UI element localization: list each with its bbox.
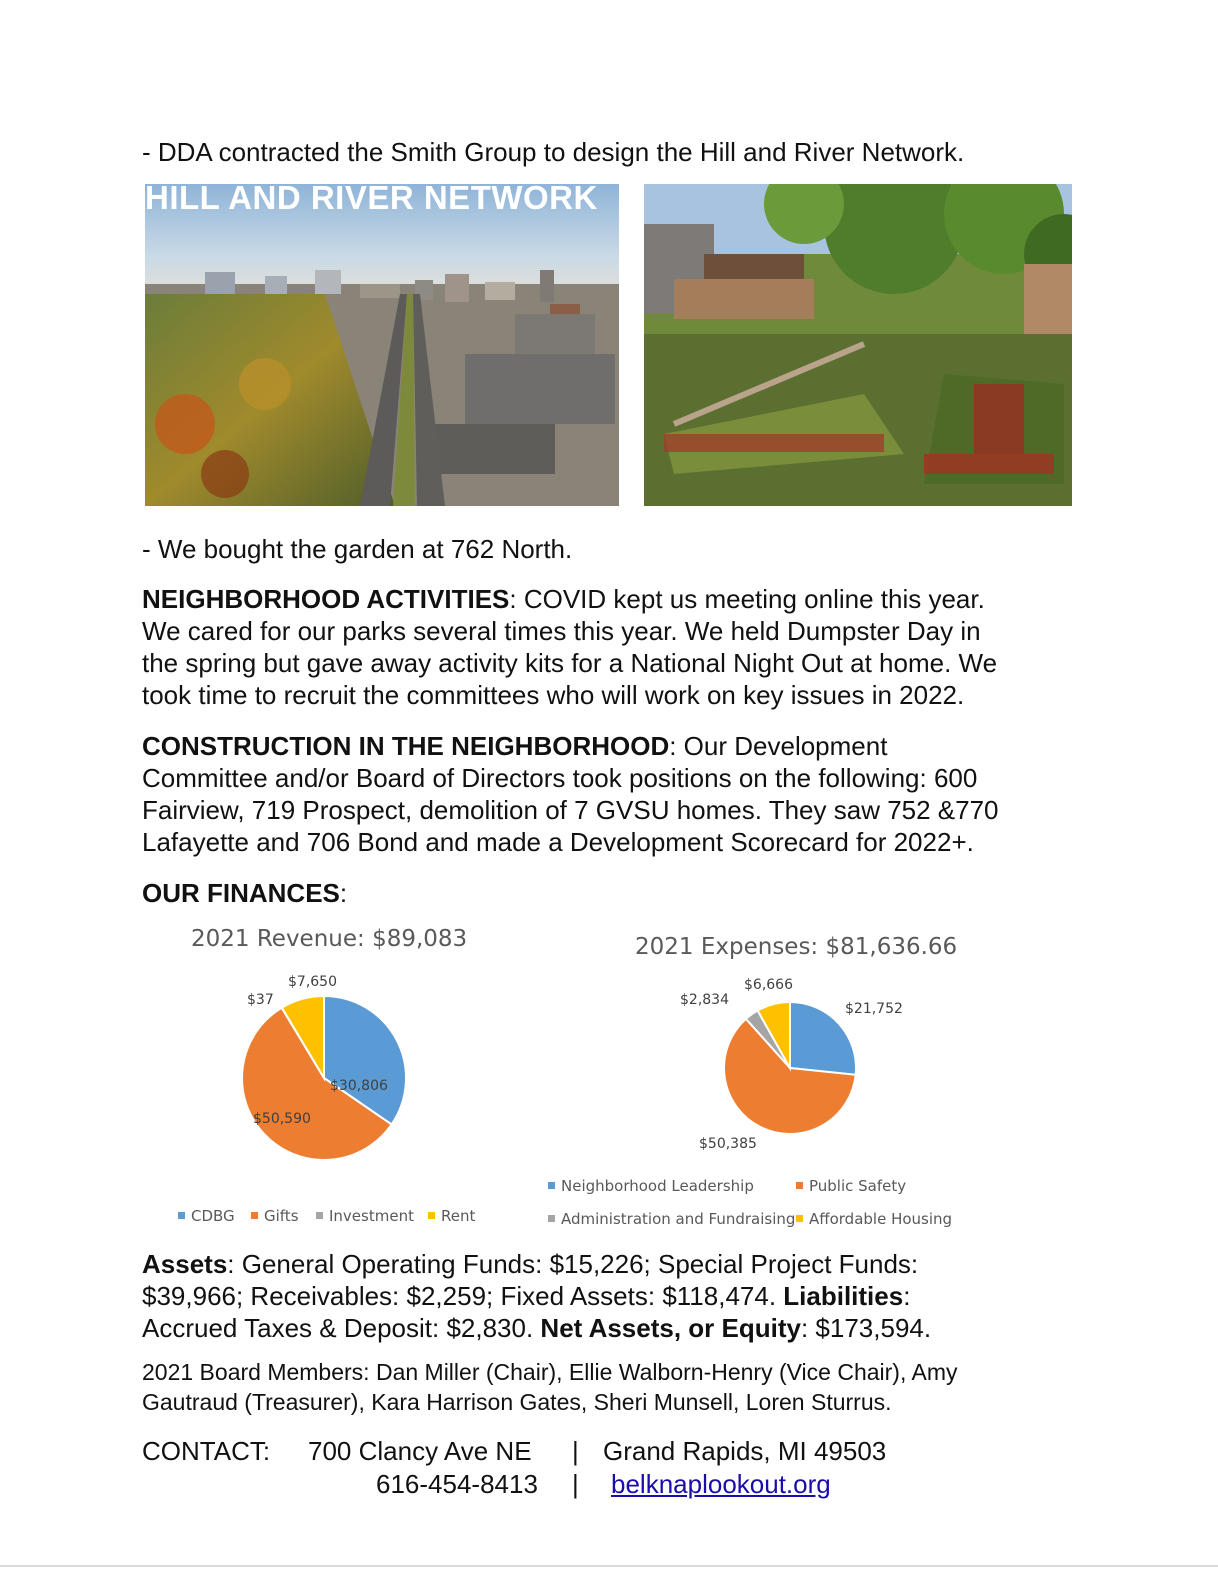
activities-line-2: We cared for our parks several times this year. We held Dumpster Day in bbox=[142, 616, 981, 646]
revenue-label-cdbg: $30,806 bbox=[330, 1078, 388, 1094]
construction-line-2: Committee and/or Board of Directors took positions on the following: 600 bbox=[142, 763, 978, 793]
legend-swatch bbox=[251, 1212, 258, 1219]
activities-line-3: the spring but gave away activity kits for a National Night Out at home. We bbox=[142, 648, 998, 678]
legend-swatch bbox=[428, 1212, 435, 1219]
activities-line-1: : COVID kept us meeting online this year. bbox=[509, 584, 985, 614]
legend-label: Affordable Housing bbox=[809, 1210, 953, 1228]
legend-swatch bbox=[316, 1212, 323, 1219]
revenue-pie bbox=[150, 920, 530, 1230]
legend-administration bbox=[548, 1210, 795, 1228]
expenses-chart bbox=[540, 920, 990, 1240]
photo-title: HILL AND RIVER NETWORK bbox=[145, 184, 598, 212]
legend-swatch bbox=[178, 1212, 185, 1219]
revenue-label-investment: $37 bbox=[247, 992, 274, 1008]
contact-label: CONTACT: bbox=[142, 1436, 271, 1466]
garden-photo bbox=[644, 184, 1072, 506]
legend-swatch bbox=[796, 1215, 803, 1222]
aerial-city-image bbox=[145, 184, 619, 506]
garden-line: - We bought the garden at 762 North. bbox=[142, 534, 573, 564]
construction-heading: CONSTRUCTION IN THE NEIGHBORHOOD bbox=[142, 731, 670, 761]
finances-heading-colon: : bbox=[339, 878, 348, 908]
construction-line-1: : Our Development bbox=[669, 731, 888, 761]
hill-river-network-photo bbox=[145, 184, 619, 506]
construction-line-3: Fairview, 719 Prospect, demolition of 7 GVSU homes. They saw 752 &770 bbox=[142, 795, 999, 825]
legend-rent bbox=[428, 1207, 475, 1225]
legend-cdbg bbox=[178, 1207, 235, 1225]
contact-city: Grand Rapids, MI 49503 bbox=[603, 1436, 887, 1466]
assets-text-1: : General Operating Funds: $15,226; Special Project Funds: bbox=[227, 1249, 919, 1279]
liabilities-text: Accrued Taxes & Deposit: $2,830. bbox=[142, 1313, 541, 1343]
revenue-chart-title: 2021 Revenue: $89,083 bbox=[191, 926, 468, 952]
construction-paragraph bbox=[142, 730, 1102, 858]
board-line-1: 2021 Board Members: Dan Miller (Chair), Ellie Walborn-Henry (Vice Chair), Amy bbox=[142, 1359, 958, 1385]
expenses-label-public-safety: $50,385 bbox=[699, 1136, 757, 1152]
page-bottom-divider bbox=[0, 1565, 1218, 1567]
legend-gifts bbox=[251, 1207, 299, 1225]
legend-investment bbox=[316, 1207, 414, 1225]
liabilities-label: Liabilities bbox=[783, 1281, 904, 1311]
revenue-chart bbox=[150, 920, 530, 1230]
legend-label: Public Safety bbox=[809, 1177, 907, 1195]
legend-label: CDBG bbox=[191, 1207, 235, 1225]
board-line-2: Gautraud (Treasurer), Kara Harrison Gates, Sheri Munsell, Loren Sturrus. bbox=[142, 1389, 892, 1415]
activities-line-4: took time to recruit the committees who will work on key issues in 2022. bbox=[142, 680, 965, 710]
expenses-label-leadership: $21,752 bbox=[845, 1001, 903, 1017]
expenses-label-admin: $2,834 bbox=[680, 992, 729, 1008]
legend-swatch bbox=[548, 1182, 555, 1189]
legend-label: Rent bbox=[441, 1207, 476, 1225]
legend-public-safety bbox=[796, 1177, 906, 1195]
assets-text-2: $39,966; Receivables: $2,259; Fixed Assets: $118,474. bbox=[142, 1281, 784, 1311]
website-link[interactable]: belknaplookout.org bbox=[611, 1469, 831, 1499]
finances-heading-text: OUR FINANCES bbox=[142, 878, 340, 908]
net-assets-label: Net Assets, or Equity bbox=[540, 1313, 801, 1343]
intro-line: - DDA contracted the Smith Group to design the Hill and River Network. bbox=[142, 137, 965, 167]
garden-image bbox=[644, 184, 1072, 506]
legend-label: Administration and Fundraising bbox=[561, 1210, 796, 1228]
legend-swatch bbox=[548, 1215, 555, 1222]
revenue-label-rent: $7,650 bbox=[288, 974, 337, 990]
legend-affordable-housing bbox=[796, 1210, 952, 1228]
contact-address: 700 Clancy Ave NE bbox=[308, 1436, 532, 1466]
legend-label: Investment bbox=[329, 1207, 414, 1225]
revenue-label-gifts: $50,590 bbox=[253, 1111, 311, 1127]
contact-row-2 bbox=[376, 1468, 831, 1500]
assets-paragraph bbox=[142, 1248, 1102, 1344]
assets-label: Assets bbox=[142, 1249, 228, 1279]
net-assets-text: : $173,594. bbox=[800, 1313, 932, 1343]
legend-label: Neighborhood Leadership bbox=[561, 1177, 754, 1195]
contact-separator: | bbox=[572, 1436, 579, 1466]
activities-heading: NEIGHBORHOOD ACTIVITIES bbox=[142, 584, 510, 614]
contact-separator: | bbox=[572, 1469, 579, 1499]
board-paragraph bbox=[142, 1357, 1102, 1417]
expenses-chart-title: 2021 Expenses: $81,636.66 bbox=[635, 934, 958, 960]
legend-label: Gifts bbox=[264, 1207, 299, 1225]
contact-phone: 616-454-8413 bbox=[376, 1469, 538, 1499]
legend-swatch bbox=[796, 1182, 803, 1189]
liabilities-colon: : bbox=[903, 1281, 911, 1311]
contact-row-1 bbox=[142, 1435, 887, 1467]
expenses-label-housing: $6,666 bbox=[744, 977, 793, 993]
finances-heading bbox=[142, 877, 347, 909]
legend-neighborhood-leadership bbox=[548, 1177, 754, 1195]
activities-paragraph bbox=[142, 583, 1102, 711]
construction-line-4: Lafayette and 706 Bond and made a Development Scorecard for 2022+. bbox=[142, 827, 974, 857]
